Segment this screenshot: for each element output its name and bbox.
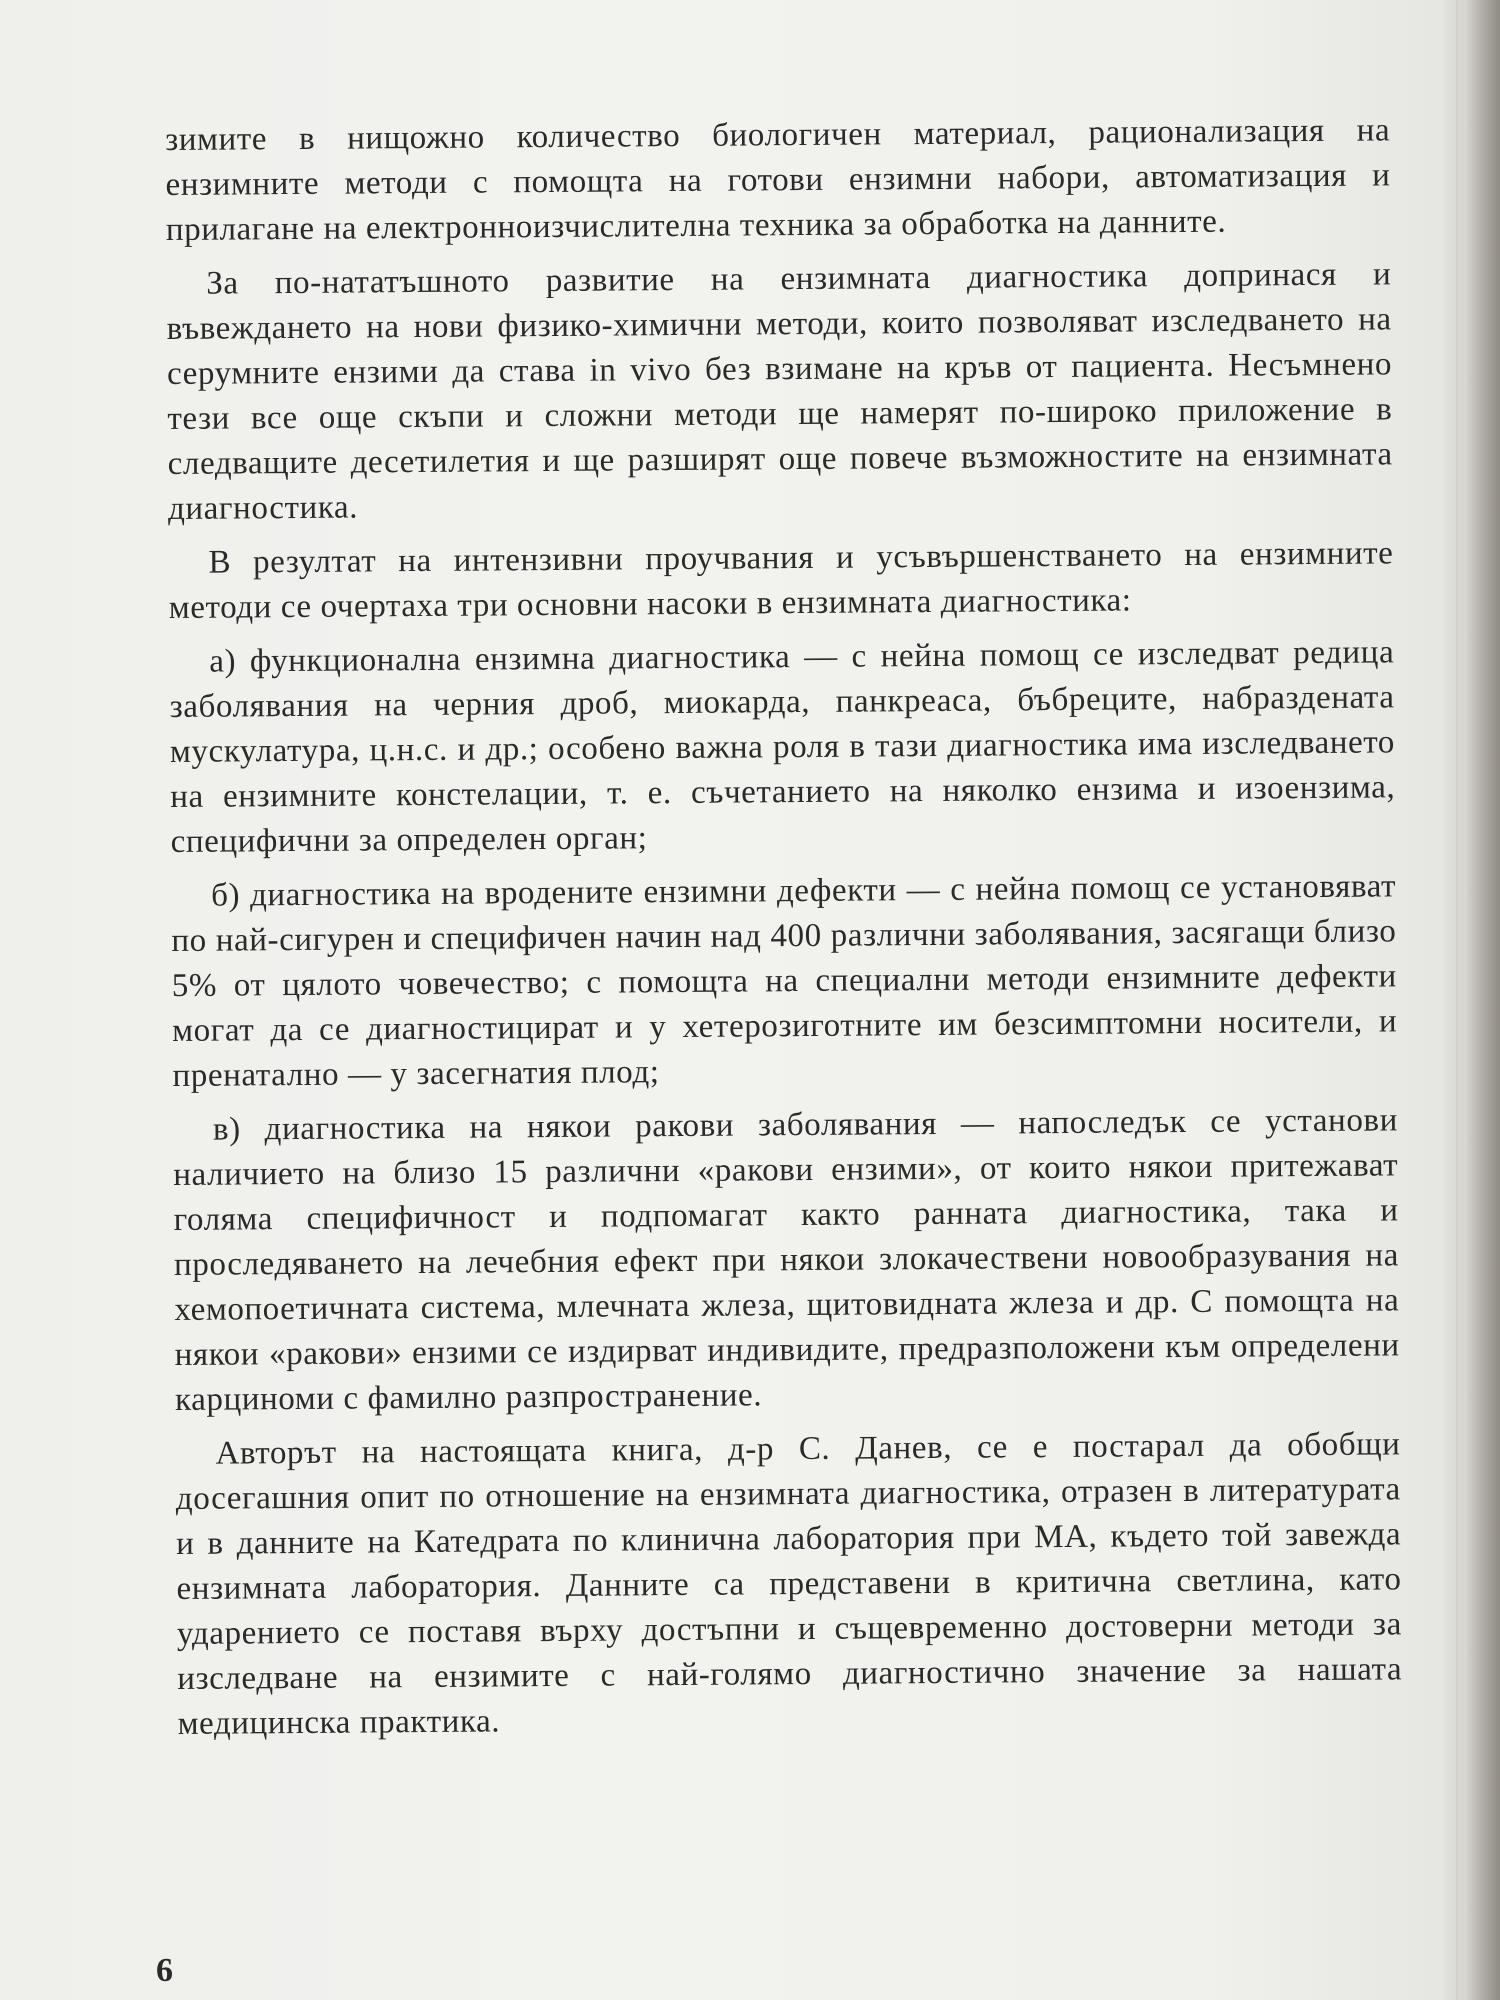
- page-number: 6: [156, 1952, 173, 1989]
- paragraph-three-directions: В резултат на интензивни проучвания и усъвършенстването на ензимните методи се очертаха три основни насоки в ензимната диагностика:: [168, 535, 1394, 626]
- list-item-cancer-diagnostics: в) диагностика на някои ракови заболявания — напоследък се установи наличието на близо 15 различни «ракови ензими», от които някои притежават голяма специфичност и подпомагат както ранната диагностика, така и проследяването на лечебния ефект при някои злокачествени новообразувания на хемопоетичната система, млечната жлеза, щитовидната жлеза и др. С помощта на някои «ракови» ензими се издирват индивидите, предразположени към определени карциноми с фамилно разпространение.: [173, 1102, 1400, 1418]
- paragraph-author-summary: Авторът на настоящата книга, д-р С. Данев, се е постарал да обобщи досегашния опит по отношение на ензимната диагностика, отразен в литературата и в данните на Катедрата по клинична лаборатория при МА, където той завежда ензимната лаборатория. Данните са представени в критична светлина, като ударението се поставя върху достъпни и същевременно достоверни методи за изследване на ензимите с най-голямо диагностично значение за нашата медицинска практика.: [175, 1426, 1403, 1742]
- list-item-functional-diagnostics: а) функционална ензимна диагностика — с нейна помощ се изследват редица заболявания на черния дроб, миокарда, панкреаса, бъбреците, набраздената мускулатура, ц.н.с. и др.; особено важна роля в тази диагностика има изследването на ензимните констелации, т. е. съчетанието на няколко ензима и изоензима, специфични за определен орган;: [169, 634, 1396, 860]
- list-item-congenital-defects: б) диагностика на вродените ензимни дефекти — с нейна помощ се установяват по най-сигурен и специфичен начин над 400 различни заболявания, засягащи близо 5% от цялото човечество; с помощта на специални методи ензимните дефекти могат да се диагностицират и у хетерозиготните им безсимптомни носители, и пренатално — у засегнатия плод;: [171, 868, 1398, 1094]
- page-text-block: [165, 108, 1403, 1756]
- page-edge-shadow: [1464, 0, 1500, 2000]
- paragraph-new-methods: За по-нататъшното развитие на ензимната диагностика допринася и въвеждането на нови физико-химични методи, които позволяват изследването на серумните ензими да става in vivo без взимане на кръв от пациента. Несъмнено тези все още скъпи и сложни методи ще намерят по-широко приложение в следващите десетилетия и ще разширят още повече възможностите на ензимната диагностика.: [166, 256, 1393, 527]
- paragraph-continuation: зимите в нищожно количество биологичен материал, рационализация на ензимните методи с помощта на готови ензимни набори, автоматизация и прилагане на електронноизчислителна техника за обработка на данните.: [165, 112, 1391, 248]
- page-gutter-line: [1456, 0, 1458, 2000]
